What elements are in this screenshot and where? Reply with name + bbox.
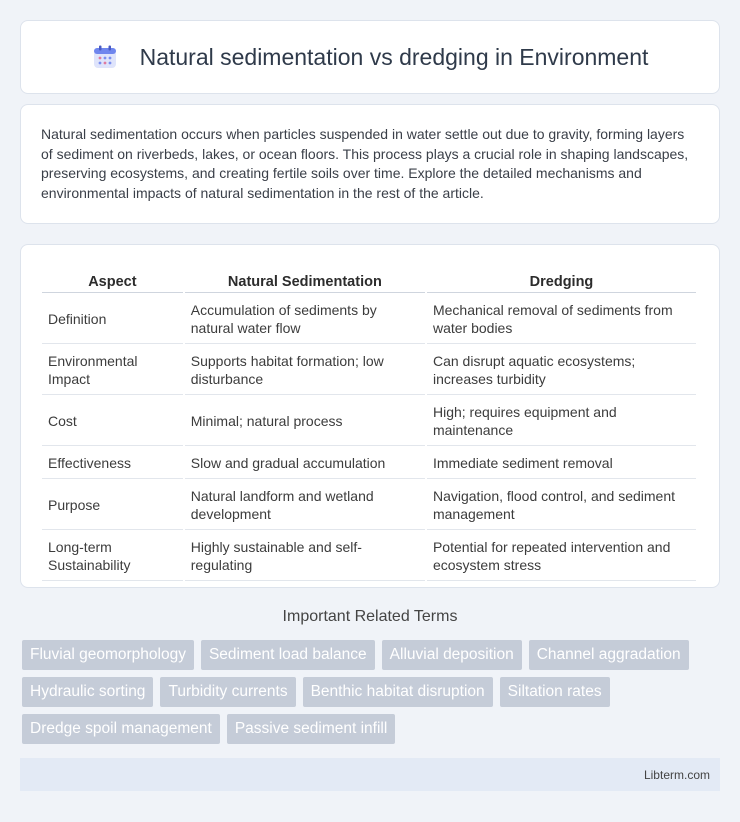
related-term-tag[interactable]: Dredge spoil management bbox=[22, 714, 220, 744]
intro-paragraph: Natural sedimentation occurs when particles suspended in water settle out due to gravity, forming layers of sediment on riverbeds, lakes, or ocean floors. This process plays a crucial role in shaping landscapes, preserving ecosystems, and creating fertile soils over time. Explore the detailed mechanisms and environmental impacts of natural sedimentation in the rest of the article. bbox=[41, 126, 689, 201]
table-cell-natural: Slow and gradual accumulation bbox=[185, 448, 425, 479]
table-cell-aspect: Definition bbox=[42, 295, 183, 344]
footer bbox=[20, 758, 720, 791]
table-cell-natural: Highly sustainable and self-regulating bbox=[185, 532, 425, 581]
table-row bbox=[42, 481, 696, 530]
table-cell-natural: Accumulation of sediments by natural water flow bbox=[185, 295, 425, 344]
related-terms-heading: Important Related Terms bbox=[282, 608, 458, 625]
intro-card bbox=[20, 104, 720, 224]
table-cell-dredging: Immediate sediment removal bbox=[427, 448, 696, 479]
related-term-tag[interactable]: Sediment load balance bbox=[201, 640, 375, 670]
table-cell-natural: Natural landform and wetland development bbox=[185, 481, 425, 530]
table-cell-aspect: Long-term Sustainability bbox=[42, 532, 183, 581]
column-header-dredging: Dredging bbox=[427, 267, 696, 293]
related-term-tag[interactable]: Siltation rates bbox=[500, 677, 610, 707]
related-term-tag[interactable]: Alluvial deposition bbox=[382, 640, 522, 670]
comparison-table bbox=[40, 265, 698, 583]
footer-brand-link[interactable]: Libterm.com bbox=[643, 767, 710, 782]
related-terms-list bbox=[22, 640, 722, 744]
related-term-tag[interactable]: Fluvial geomorphology bbox=[22, 640, 194, 670]
table-cell-natural: Minimal; natural process bbox=[185, 397, 425, 446]
table-cell-natural: Supports habitat formation; low disturbance bbox=[185, 346, 425, 395]
table-cell-dredging: Mechanical removal of sediments from water bodies bbox=[427, 295, 696, 344]
table-cell-dredging: Navigation, flood control, and sediment management bbox=[427, 481, 696, 530]
related-term-tag[interactable]: Channel aggradation bbox=[529, 640, 689, 670]
table-cell-aspect: Cost bbox=[42, 397, 183, 446]
table-row bbox=[42, 397, 696, 446]
column-header-natural-sedimentation: Natural Sedimentation bbox=[185, 267, 425, 293]
related-term-tag[interactable]: Turbidity currents bbox=[160, 677, 295, 707]
table-cell-aspect: Effectiveness bbox=[42, 448, 183, 479]
table-row bbox=[42, 346, 696, 395]
calendar-icon bbox=[92, 44, 118, 70]
page-title: Natural sedimentation vs dredging in Environment bbox=[139, 43, 649, 70]
table-cell-dredging: High; requires equipment and maintenance bbox=[427, 397, 696, 446]
table-row bbox=[42, 448, 696, 479]
table-header-row bbox=[42, 267, 696, 293]
table-cell-aspect: Environmental Impact bbox=[42, 346, 183, 395]
comparison-table-card bbox=[20, 244, 720, 588]
table-cell-aspect: Purpose bbox=[42, 481, 183, 530]
title-card bbox=[20, 20, 720, 94]
table-cell-dredging: Can disrupt aquatic ecosystems; increases turbidity bbox=[427, 346, 696, 395]
related-term-tag[interactable]: Passive sediment infill bbox=[227, 714, 395, 744]
related-term-tag[interactable]: Hydraulic sorting bbox=[22, 677, 153, 707]
table-cell-dredging: Potential for repeated intervention and ecosystem stress bbox=[427, 532, 696, 581]
related-term-tag[interactable]: Benthic habitat disruption bbox=[303, 677, 493, 707]
column-header-aspect: Aspect bbox=[42, 267, 183, 293]
table-row bbox=[42, 532, 696, 581]
table-row bbox=[42, 295, 696, 344]
